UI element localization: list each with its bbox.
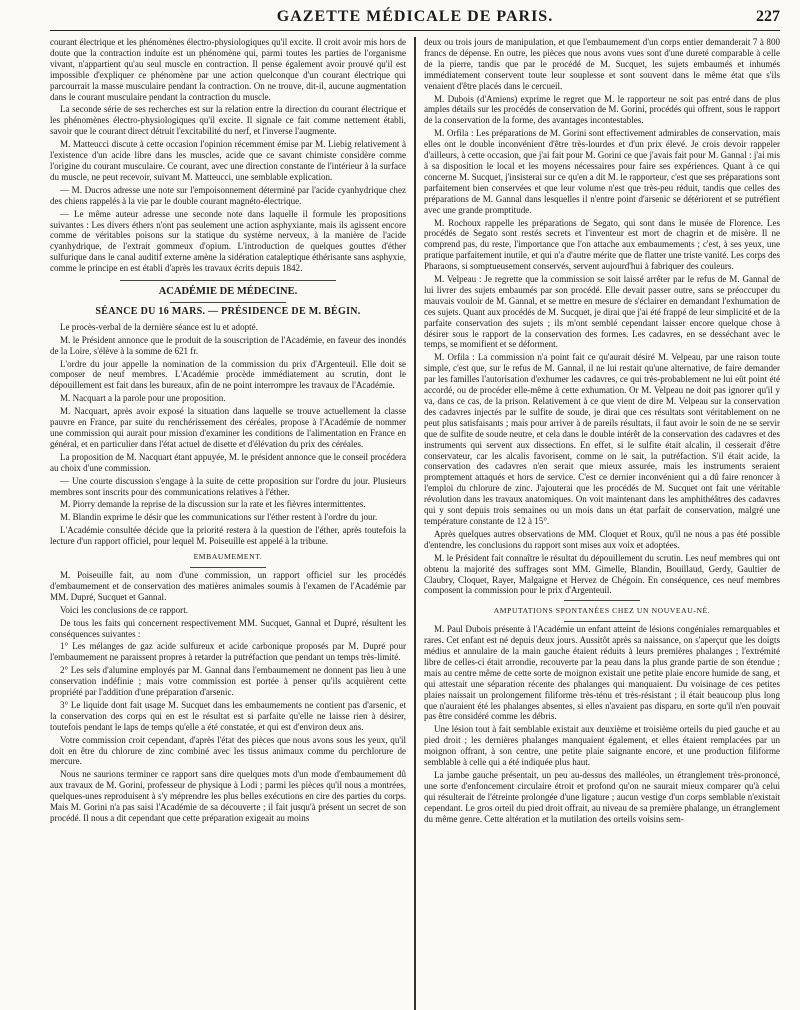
section-rule: [564, 621, 640, 622]
section-rule: [170, 302, 286, 303]
paragraph: Votre commission croit cependant, d'après l'état des pièces que nous avons sous les yeux, qu'il doit en être du chlorure de zinc combiné avec les tissus animaux comme du perchlorure de mercure.: [50, 734, 406, 767]
paragraph: M. Nacquart, après avoir exposé la situation dans laquelle se trouve actuellement la classe pauvre en France, par suite du renchérissement des céréales, propose à l'Académie de nommer une commission qui aurait pour mission d'examiner les conditions de l'alimentation en France en général, et en particulier dans l'état actuel de disette et d'élévation du prix des céréales.: [50, 406, 406, 449]
page-number: 227: [756, 8, 780, 25]
paragraph: M. Rochoux rappelle les préparations de Segato, qui sont dans le musée de Florence. Les procédés de Segato sont restés secrets et l'inventeur est mort de chagrin et de misère. Il ne comprend pas, du reste, l'importance que l'on attache aux embaumements ; c'est, à ses yeux, une pratique parfaitement inutile, et qui n'a d'autre mérite que de flatter une triste vanité. Les corps des Pharaons, si somptueusement conservés, servent aujourd'hui à fabriquer des couleurs.: [424, 217, 780, 272]
paragraph: M. Matteucci discute à cette occasion l'opinion récemment émise par M. Liebig relativement à l'existence d'un acide libre dans les muscles, acide que ce savant chimiste considère comme l'origine du courant musculaire. Ce courant, avec une direction constante de l'intérieur à la surface du muscle, ne peut recevoir, suivant M. Matteucci, une semblable explication.: [50, 139, 406, 182]
section-rule: [190, 567, 266, 568]
paragraph: M. Orfila : Les préparations de M. Gorini sont effectivement admirables de conservation, mais elles ont le double inconvénient d'être très-lourdes et d'un prix élevé. Je crois devoir rappeler d'ailleurs, à cette occasion, que j'ai fait pour M. Gorini ce que j'avais fait pour M. Gannal : j'ai mis à sa disposition le local et les moyens nécessaires pour faire ses expériences. Quant à ce qui concerne M. Sucquet, j'insisterai sur ce qu'en a dit M. le rapporteur, c'est que ses préparations sont parfaitement bien conservées et que leur volume n'est que très-peu réduit, tandis que celles des préparations de M. Gannal dans lesquelles il n'entre point d'arsenic se détériorent et se putréfient avec une grande promptitude.: [424, 128, 780, 215]
seance-heading: SÉANCE DU 16 MARS. — PRÉSIDENCE DE M. BÉGIN.: [95, 305, 361, 317]
paragraph: M. Orfila : La commission n'a point fait ce qu'aurait désiré M. Velpeau, par une raison toute simple, c'est que, sur le refus de M. Gannal, il ne lui restait qu'une alternative, de faire demander par les familles l'autorisation d'exhumer les cadavres, ce qui très-probablement ne lui eût point été accordé, ou de procéder elle-même à cette exhumation. Or M. Velpeau ne doit pas ignorer qu'il y va, dans ce cas, de la prison. Relativement à ce que vient de dire M. Velpeau sur la conservation des cadavres injectés par le sulfite de soude, je dirai que ces résultats sont véritablement on ne peut plus satisfaisants ; mais pour arriver à de pareils résultats, il faut avoir le soin de ne se servir que de sulfite de soude neutre, et cela dans le double intérêt de la conservation des cadavres et des instruments qui servent aux dissections. En effet, si le sulfite était alcalin, il cesserait d'être conservateur, car les alcalis favorisent, comme on le sait, la putréfaction. S'il était acide, la conservation des cadavres n'en serait que mieux assurée, mais les instruments seraient promptement attaqués et hors de service. C'est ce dernier inconvénient qui a dû faire renoncer à l'emploi du chlorure de zinc. J'ajouterai que les procédés de M. Sucquet ont fait une véritable révolution dans les travaux anatomiques. On voit maintenant dans les amphithéâtres des cadavres qui y sont depuis trois semaines ou un mois dans un état parfait de conservation, malgré une température constante de 12 à 15°.: [424, 352, 780, 526]
paragraph: La seconde série de ses recherches est sur la relation entre la direction du courant électrique et les phénomènes électro-physiologiques qu'il excite. Il signale ce fait comme nettement établi, savoir que le courant direct détruit l'excitabilité du nerf, et l'inverse l'augmente.: [50, 104, 406, 137]
paragraph: M. le Président fait connaître le résultat du dépouillement du scrutin. Les neuf membres qui ont obtenu la majorité des suffrages sont MM. Gimelle, Blandin, Bouillaud, Gerdy, Gaultier de Claubry, Cloquet, Rayer, Malgaigne et Hervez de Chégoin. En conséquence, ces neuf membres composent la commission pour le prix d'Argenteuil.: [424, 552, 780, 596]
paragraph: M. Poiseuille fait, au nom d'une commission, un rapport officiel sur les procédés d'embaumement et de conservation des matières animales soumis à l'examen de l'Académie par MM. Dupré, Sucquet et Gannal.: [50, 569, 406, 602]
text-columns: [50, 37, 780, 1010]
paragraph: M. le Président annonce que le produit de la souscription de l'Académie, en faveur des inondés de la Loire, s'élève à la somme de 621 fr.: [50, 334, 406, 356]
column-divider: [414, 37, 416, 1010]
paragraph: Après quelques autres observations de MM. Cloquet et Roux, qu'il ne nous a pas été possible d'entendre, les conclusions du rapport sont mises aux voix et adoptées.: [424, 528, 780, 550]
paragraph: Une lésion tout à fait semblable existait aux deuxième et troisième orteils du pied gauche et au pied droit ; les dernières phalanges manquaient également, et elles étaient remplacées par un moignon offrant, à son centre, une petite plaie saignante encore, et une production filiforme semblable à celle qui a été indiquée plus haut.: [424, 724, 780, 768]
journal-title: GAZETTE MÉDICALE DE PARIS.: [276, 8, 554, 25]
paragraph: M. Blandin exprime le désir que les communications sur l'éther restent à l'ordre du jour.: [60, 512, 378, 523]
section-title-academie: ACADÉMIE DE MÉDECINE.: [158, 286, 298, 298]
paragraph: 1° Les mélanges de gaz acide sulfureux et acide carbonique proposés par M. Dupré pour l'embaumement ne paraissent propres à retarder la putréfaction que pendant un temps très-limité.: [50, 641, 406, 663]
paragraph: Le procès-verbal de la dernière séance est lu et adopté.: [60, 321, 258, 332]
paragraph: — Une courte discussion s'engage à la suite de cette proposition sur l'ordre du jour. Plusieurs membres sont inscrits pour des communications relatives à l'éther.: [50, 475, 406, 497]
paragraph: 3° Le liquide dont fait usage M. Sucquet dans les embaumements ne contient pas d'arsenic, et la conservation des corps qui en est le résultat est si parfaite qu'elle ne laisse rien à désirer, toutefois pendant le laps de temps qu'elle a été constatée, et qui est d'environ deux ans.: [50, 699, 406, 732]
paragraph: 2° Les sels d'alumine employés par M. Gannal dans l'embaumement ne donnent pas lieu à une conservation indéfinie ; mais votre commission est portée à penser qu'ils acquièrent cette propriété par l'addition d'une préparation d'arsenic.: [50, 665, 406, 698]
section-rule: [120, 280, 336, 281]
subsection-title-embaumement: EMBAUMEMENT.: [193, 552, 263, 562]
paragraph: deux ou trois jours de manipulation, et que l'embaumement d'un corps entier demanderait 7 à 800 francs de dépense. En outre, les pièces que nous avons vues sont d'une dureté comparable à celle de la pierre, tandis que par le procédé de M. Sucquet, les sujets embaumés et inhumés immédiatement conservent toute leur souplesse et sont souvent dans le même état que s'ils venaient d'être placés dans le cercueil.: [424, 37, 780, 91]
paragraph: Voici les conclusions de ce rapport.: [60, 604, 188, 615]
paragraph: Nous ne saurions terminer ce rapport sans dire quelques mots d'un mode d'embaumement dû aux travaux de M. Gorini, professeur de physique à Lodi ; parmi les pièces qu'il nous a montrées, quelques-unes reproduisent à s'y méprendre les plus belles exécutions en cire des parties du corps. Mais M. Gorini n'a pas saisi l'Académie de sa découverte ; il fait jusqu'à présent un secret de son procédé. Il nous a dit cependant que cette préparation exigeait au moins: [50, 769, 406, 823]
paragraph: M. Dubois (d'Amiens) exprime le regret que M. le rapporteur ne soit pas entré dans de plus amples détails sur les procédés de conservation de M. Gorini, procédés qui offrent, sous le rapport de la conservation de la forme, des avantages incontestables.: [424, 93, 780, 126]
paragraph: L'ordre du jour appelle la nomination de la commission du prix d'Argenteuil. Elle doit se composer de neuf membres. L'Académie procède immédiatement au scrutin, dont le dépouillement est fait dans les bureaux, afin de ne point interrompre les travaux de l'Académie.: [50, 358, 406, 391]
left-column: [50, 37, 406, 1010]
right-column: [424, 37, 780, 1010]
subsection-title-amputations: AMPUTATIONS SPONTANÉES CHEZ UN NOUVEAU-NÉ.: [493, 606, 711, 616]
paragraph: La proposition de M. Nacquart étant appuyée, M. le président annonce que le conseil procédera au choix d'une commission.: [50, 451, 406, 473]
paragraph: M. Piorry demande la reprise de la discussion sur la rate et les fièvres intermittentes.: [60, 499, 366, 510]
paragraph: — M. Ducros adresse une note sur l'empoisonnement déterminé par l'acide cyanhydrique chez des chiens rappelés à la vie par le double courant magnéto-électrique.: [50, 184, 406, 206]
paragraph: M. Paul Dubois présente à l'Académie un enfant atteint de lésions congéniales remarquables et rares. Cet enfant est né depuis deux jours. Aussitôt après sa naissance, on s'aperçut que les doigts médius et annulaire de la main gauche étaient réduits à leurs premières phalanges ; l'extrémité libre de celles-ci était arrondie, recouverte par la peau dans la plus grande partie de son étendue ; mais au centre même de cette sorte de moignon existait une petite plaie encore humide de sang, et qui attestait une séparation récente des phalanges qui manquaient. Du voisinage de ces petites plaies naissait un prolongement filiforme très-ténu et très-résistant ; il était beaucoup plus long que n'auraient été les phalanges absentes, si elles n'avaient pas disparu, en sorte qu'il n'en pouvait pas être considéré comme les débris.: [424, 624, 780, 722]
section-rule: [564, 600, 640, 601]
paragraph: M. Nacquart a la parole pour une proposition.: [60, 393, 226, 404]
page-header: [50, 6, 780, 31]
paragraph: L'Académie consultée décide que la priorité restera à la question de l'éther, après toutefois la lecture d'un rapport officiel, pour lequel M. Poiseuille est appelé à la tribune.: [50, 525, 406, 547]
paragraph: M. Velpeau : Je regrette que la commission se soit laissé arrêter par le refus de M. Gannal de lui livrer des sujets embaumés par son procédé. Elle devait passer outre, sans se préoccuper du mauvais vouloir de M. Gannal, et se mettre en mesure de s'éclairer en demandant l'exhumation de ces sujets. Quant aux procédés de M. Sucquet, je dirai que j'ai été frappé de leur simplicité et de la parfaite conservation des sujets ; ils m'ont semblé cependant laisser encore quelque chose à désirer sous le rapport de la conservation des formes. Les cadavres, en se desséchant avec le temps, se momifient et se déforment.: [424, 274, 780, 350]
paragraph: De tous les faits qui concernent respectivement MM. Sucquet, Gannal et Dupré, résultent les conséquences suivantes :: [50, 617, 406, 639]
paragraph: La jambe gauche présentait, un peu au-dessus des malléoles, un étranglement très-prononcé, une sorte d'enfoncement circulaire étroit et profond qu'on ne saurait mieux comparer qu'à celui qui résulterait de l'étreinte prolongée d'une ligature ; aucun vestige d'un corps semblable n'existait cependant. Le gros orteil du pied droit offrait, au niveau de sa première phalange, un étranglement du même genre. Cette altération et la mutilation des orteils voisins sem-: [424, 770, 780, 824]
paragraph: courant électrique et les phénomènes électro-physiologiques qu'il excite. Il croit avoir mis hors de doute que la contraction induite est un phénomène qui, parmi toutes les parties de l'organisme vivant, n'appartient qu'au seul muscle en contraction. Il pense également avoir prouvé qu'il est impossible d'expliquer ce phénomène par une action quelconque d'un courant électrique qui parcourrait la masse musculaire pendant la contraction. On ne trouve, dit-il, aucune augmentation dans le courant musculaire pendant la contraction du muscle.: [50, 37, 406, 102]
paragraph: — Le même auteur adresse une seconde note dans laquelle il formule les propositions suivantes : Les divers éthers n'ont pas seulement une action asphyxiante, mais ils agissent encore comme de véritables poisons sur la statique du système nerveux, à la manière de l'acide cyanhydrique, de l'extrait gommeux d'opium. L'introduction de quelques gouttes d'éther sulfurique dans le canal auditif externe amène la sidération cataleptique éthérisante sans asphyxie, comme le principe en est établi d'après les travaux écrits depuis 1842.: [50, 208, 406, 274]
